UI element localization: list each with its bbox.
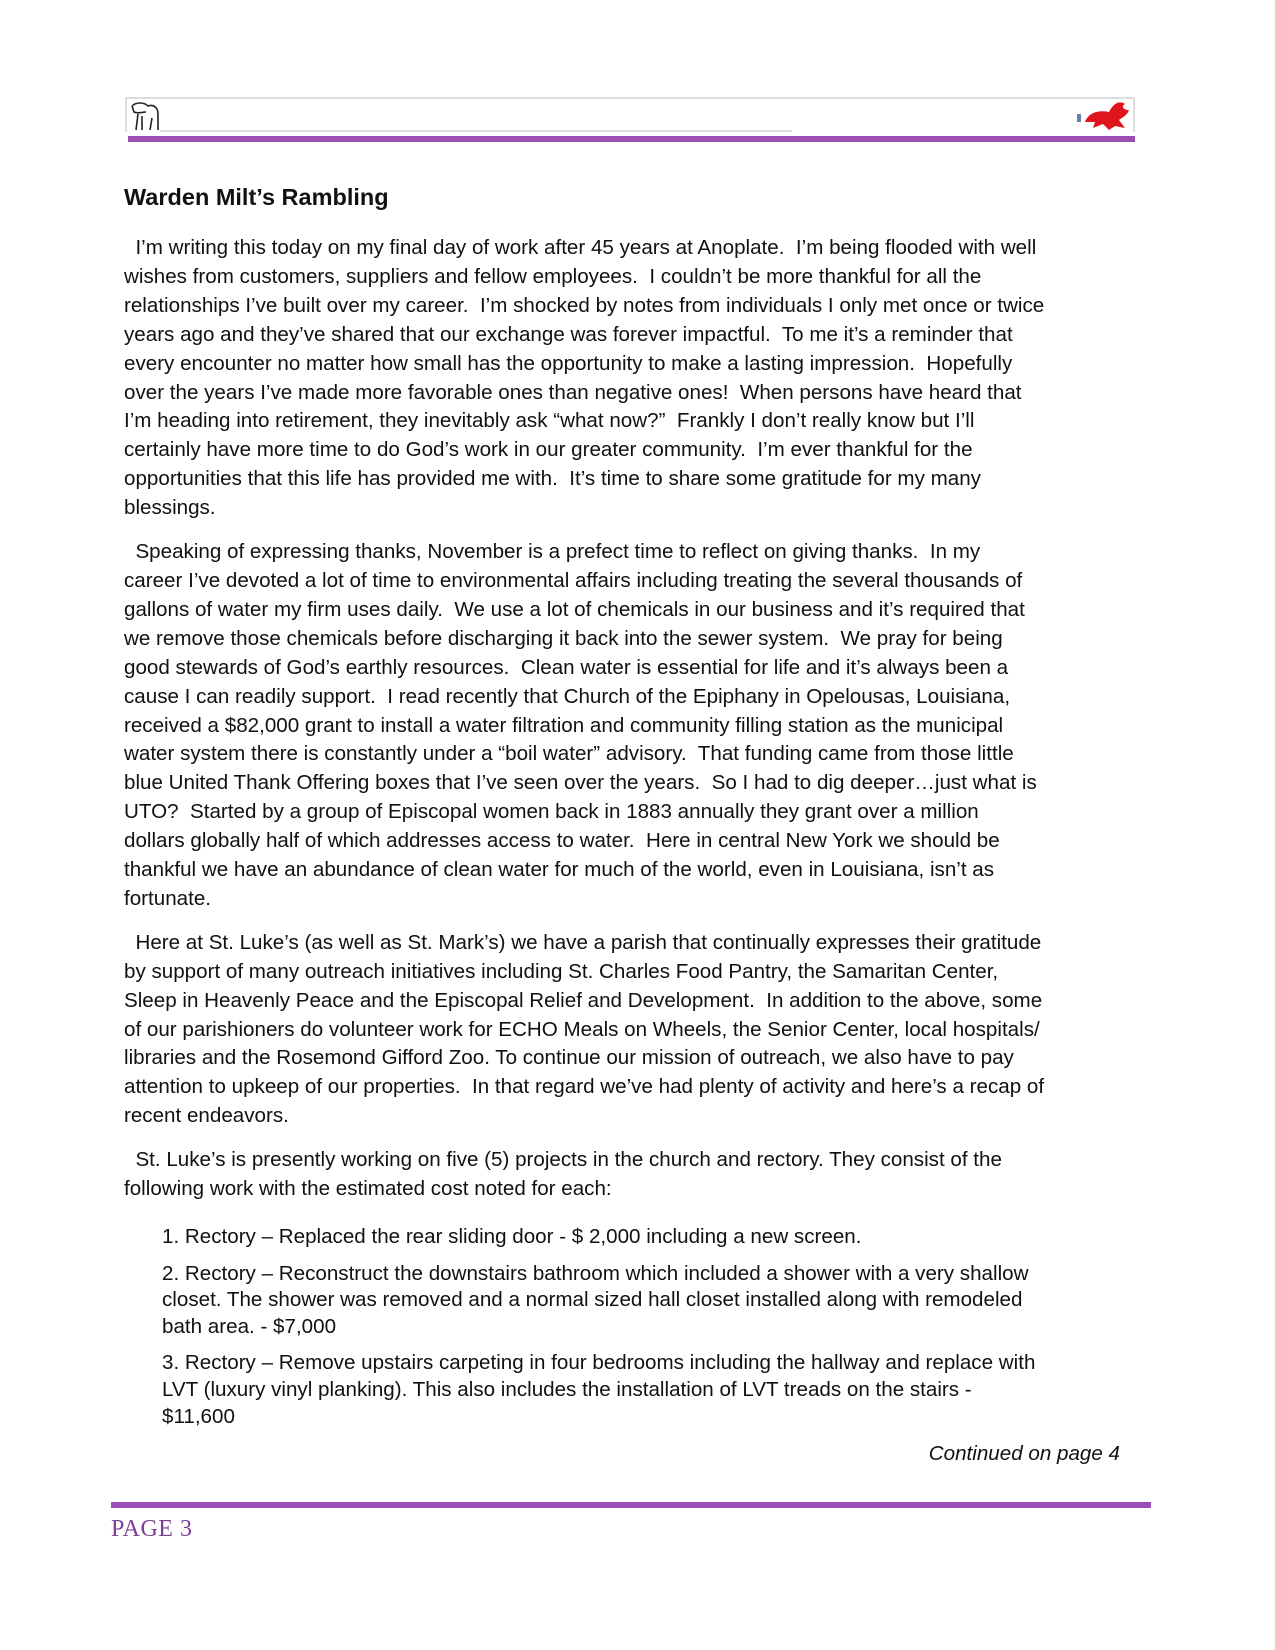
text-line: water system there is constantly under a “boil water” advisory. That funding came from those little bbox=[124, 742, 1014, 766]
project-list bbox=[162, 1224, 1144, 1430]
lion-icon bbox=[128, 100, 164, 132]
text-line: thankful we have an abundance of clean water for much of the world, even in Louisiana, isn’t as bbox=[124, 858, 995, 882]
text-line: $11,600 bbox=[162, 1404, 235, 1428]
text-line: gallons of water my firm uses daily. We use a lot of chemicals in our business and it’s required that bbox=[124, 597, 1025, 621]
list-item bbox=[162, 1350, 1144, 1430]
text-line: I’m heading into retirement, they inevitably ask “what now?” Frankly I don’t really know but I’ll bbox=[124, 409, 975, 433]
text-line: LVT (luxury vinyl planking). This also includes the installation of LVT treads on the stairs - bbox=[162, 1377, 972, 1401]
paragraph bbox=[124, 1146, 1144, 1204]
text-line: certainly have more time to do God’s work in our greater community. I’m ever thankful for the bbox=[124, 438, 973, 462]
text-line: every encounter no matter how small has the opportunity to make a lasting impression. Hopefully bbox=[124, 351, 1013, 375]
text-line: recent endeavors. bbox=[124, 1104, 289, 1128]
text-line: 3. Rectory – Remove upstairs carpeting in four bedrooms including the hallway and replace with bbox=[162, 1351, 1036, 1375]
text-line: Speaking of expressing thanks, November is a prefect time to reflect on giving thanks. In my bbox=[124, 540, 981, 564]
paragraph bbox=[124, 538, 1144, 914]
text-line: opportunities that this life has provided me with. It’s time to share some gratitude for my many bbox=[124, 467, 981, 491]
header-frame bbox=[125, 97, 1135, 132]
text-line: Sleep in Heavenly Peace and the Episcopal Relief and Development. In addition to the above, some bbox=[124, 988, 1043, 1012]
red-lion-icon bbox=[1075, 98, 1133, 132]
paragraph bbox=[124, 929, 1144, 1131]
text-line: following work with the estimated cost noted for each: bbox=[124, 1177, 612, 1201]
text-line: closet. The shower was removed and a normal sized hall closet installed along with remodeled bbox=[162, 1288, 1023, 1312]
text-line: received a $82,000 grant to install a water filtration and community filling station as the municipal bbox=[124, 713, 1004, 737]
header-divider bbox=[160, 130, 792, 132]
text-line: blessings. bbox=[124, 496, 216, 520]
text-line: over the years I’ve made more favorable ones than negative ones! When persons have heard that bbox=[124, 380, 1022, 404]
text-line: attention to upkeep of our properties. In that regard we’ve had plenty of activity and here’s a recap of bbox=[124, 1075, 1045, 1099]
page-number: PAGE 3 bbox=[111, 1516, 193, 1542]
text-line: by support of many outreach initiatives including St. Charles Food Pantry, the Samaritan Center, bbox=[124, 959, 999, 983]
text-line: good stewards of God’s earthly resources. Clean water is essential for life and it’s always been a bbox=[124, 655, 1009, 679]
text-line: libraries and the Rosemond Gifford Zoo. To continue our mission of outreach, we also have to pay bbox=[124, 1046, 1014, 1070]
text-line: we remove those chemicals before discharging it back into the sewer system. We pray for being bbox=[124, 626, 1003, 650]
text-line: St. Luke’s is presently working on five (5) projects in the church and rectory. They consist of the bbox=[124, 1148, 1002, 1172]
continued-note: Continued on page 4 bbox=[928, 1442, 1120, 1465]
text-line: of our parishioners do volunteer work for ECHO Meals on Wheels, the Senior Center, local hospitals/ bbox=[124, 1017, 1040, 1041]
text-line: Here at St. Luke’s (as well as St. Mark’s) we have a parish that continually expresses their gratitude bbox=[124, 930, 1042, 954]
text-line: career I’ve devoted a lot of time to environmental affairs including treating the several thousands of bbox=[124, 568, 1023, 592]
text-line: UTO? Started by a group of Episcopal women back in 1883 annually they grant over a million bbox=[124, 800, 979, 824]
footer-accent-bar bbox=[111, 1502, 1151, 1508]
text-line: I’m writing this today on my final day of work after 45 years at Anoplate. I’m being flooded with well bbox=[124, 236, 1037, 259]
text-line: 1. Rectory – Replaced the rear sliding door - $ 2,000 including a new screen. bbox=[162, 1225, 862, 1248]
article-body bbox=[124, 234, 1144, 1440]
text-line: blue United Thank Offering boxes that I’ve seen over the years. So I had to dig deeper…just what is bbox=[124, 771, 1037, 795]
text-line: 2. Rectory – Reconstruct the downstairs bathroom which included a shower with a very shallow bbox=[162, 1261, 1029, 1285]
list-item bbox=[162, 1261, 1144, 1341]
text-line: dollars globally half of which addresses access to water. Here in central New York we should be bbox=[124, 829, 1000, 853]
text-line: cause I can readily support. I read recently that Church of the Epiphany in Opelousas, Louisiana, bbox=[124, 684, 1011, 708]
header-accent-bar bbox=[128, 136, 1135, 142]
article-title: Warden Milt’s Rambling bbox=[124, 184, 389, 210]
text-line: fortunate. bbox=[124, 886, 212, 910]
text-line: bath area. - $7,000 bbox=[162, 1314, 337, 1338]
text-line: relationships I’ve built over my career. I’m shocked by notes from individuals I only met once or twice bbox=[124, 293, 1045, 317]
text-line: wishes from customers, suppliers and fellow employees. I couldn’t be more thankful for all the bbox=[124, 264, 982, 288]
paragraph bbox=[124, 234, 1144, 523]
list-item bbox=[162, 1224, 1144, 1251]
text-line: years ago and they’ve shared that our exchange was forever impactful. To me it’s a reminder that bbox=[124, 322, 1013, 346]
